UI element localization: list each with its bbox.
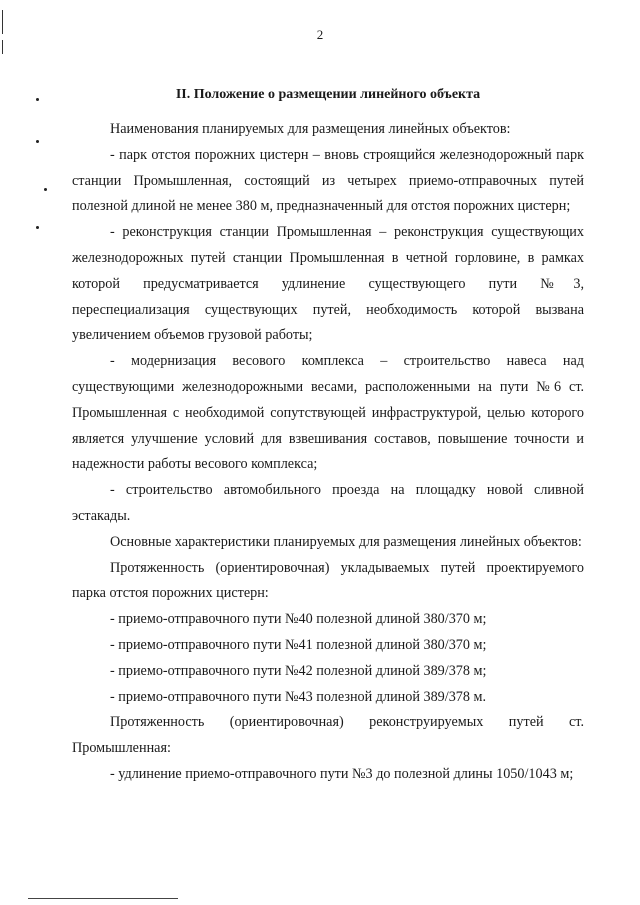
scan-speck xyxy=(36,98,39,101)
paragraph: - реконструкция станции Промышленная – реконструкция существующих железнодорожных путей станции Промышленная в четной горловине, в рамках которой предусматривается удлинение существующего пути №3, переспециализация существующих путей, необходимость которой вызвана увеличением объемов грузовой работы; xyxy=(72,224,584,344)
list-item: - приемо-отправочного пути №42 полезной длиной 389/378 м; xyxy=(110,662,487,679)
scan-speck xyxy=(44,188,47,191)
paragraph: Протяженность (ориентировочная) реконструируемых путей ст. Промышленная: xyxy=(72,714,584,757)
section-heading: II. Положение о размещении линейного объекта xyxy=(175,87,481,102)
footer-rule xyxy=(28,898,178,899)
list-item: - приемо-отправочного пути №41 полезной длиной 380/370 м; xyxy=(110,636,487,653)
scan-speck xyxy=(36,140,39,143)
list-item: - удлинение приемо-отправочного пути №3 до полезной длины 1050/1043 м; xyxy=(110,765,574,782)
page-number: 2 xyxy=(316,27,324,42)
paragraph: - строительство автомобильного проезда на площадку новой сливной эстакады. xyxy=(72,482,584,524)
paragraph: Протяженность (ориентировочная) укладываемых путей проектируемого парка отстоя порожних цистерн: xyxy=(72,559,584,602)
paragraph: Основные характеристики планируемых для размещения линейных объектов: xyxy=(110,533,582,550)
scan-speck xyxy=(36,226,39,229)
list-item: - приемо-отправочного пути №43 полезной длиной 389/378 м. xyxy=(110,688,487,705)
paragraph: - модернизация весового комплекса – строительство навеса над существующими железнодорожными весами, расположенными на пути №6 ст. Промышленная с необходимой сопутствующей инфраструктурой, целью которого является улучшение условий для взвешивания составов, повышение точности и надежности работы весового комплекса; xyxy=(72,353,584,473)
body-text xyxy=(72,117,584,788)
paragraph: Наименования планируемых для размещения линейных объектов: xyxy=(110,121,511,137)
paragraph: - парк отстоя порожних цистерн – вновь строящийся железнодорожный парк станции Промышленная, состоящий из четырех приемо-отправочных путей полезной длиной не менее 380 м, предназначенный для отстоя порожних цистерн; xyxy=(72,146,584,215)
list-item: - приемо-отправочного пути №40 полезной длиной 380/370 м; xyxy=(110,611,487,628)
